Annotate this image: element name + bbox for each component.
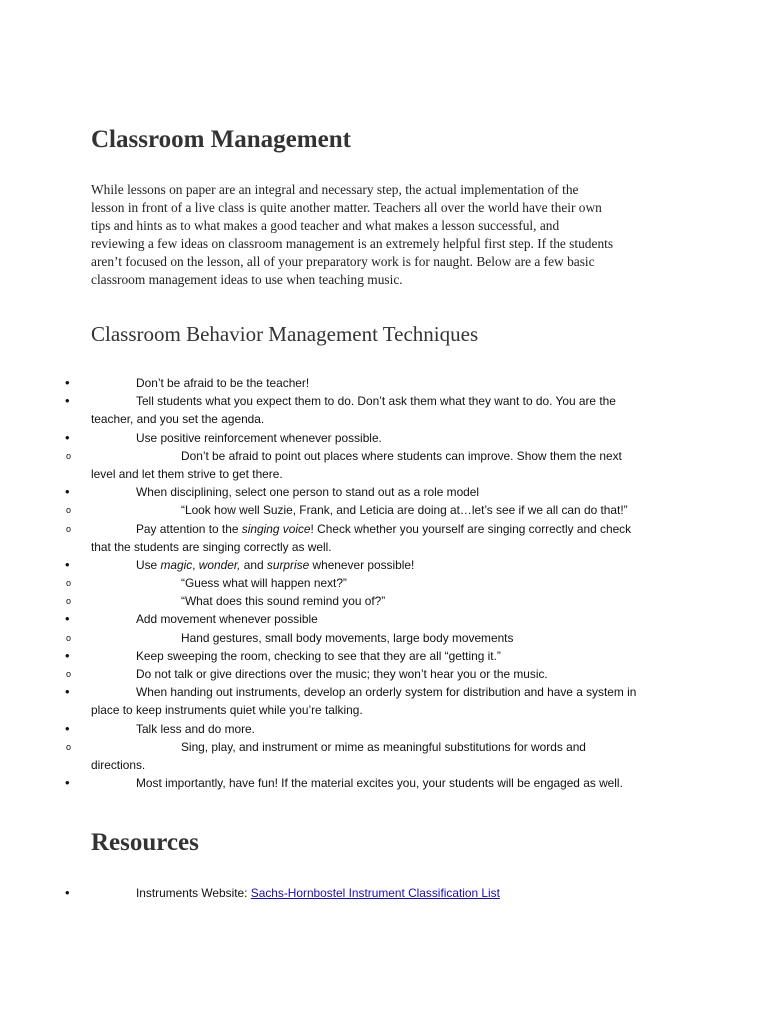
resources-list: [0, 884, 768, 902]
list-item-continuation: [0, 465, 768, 483]
intro-line: classroom management ideas to use when teaching music.: [91, 272, 403, 288]
list-item-text: place to keep instruments quiet while you’re talking.: [91, 703, 363, 718]
list-item: [0, 556, 768, 574]
sub-list-item-text: directions.: [91, 757, 146, 772]
circle-marker: o: [66, 578, 72, 589]
text-run: ! Check whether you yourself are singing correctly and check: [310, 521, 632, 536]
text-run: ,: [192, 557, 199, 572]
emphasis-text: singing voice: [241, 521, 311, 536]
techniques-list: [0, 374, 768, 792]
sub-list-item-text: “Look how well Suzie, Frank, and Leticia are doing at…let’s see if we all can do that!”: [181, 503, 628, 518]
intro-line: aren’t focused on the lesson, all of your preparatory work is for naught. Below are a few basic: [91, 254, 595, 270]
sub-list-item-text: “What does this sound remind you of?”: [181, 594, 386, 609]
list-item-text: Don’t be afraid to be the teacher!: [136, 376, 310, 390]
list-item: [0, 720, 768, 738]
bullet-marker: •: [65, 393, 70, 409]
sub-list-item-text: “Guess what will happen next?”: [181, 576, 347, 591]
bullet-marker: •: [65, 684, 70, 700]
intro-line: reviewing a few ideas on classroom management is an extremely helpful first step. If the students: [91, 236, 614, 252]
emphasis-text: surprise: [266, 557, 310, 572]
list-item-text: [136, 520, 631, 538]
text-run: whenever possible!: [309, 557, 415, 572]
circle-marker: o: [66, 596, 72, 607]
bullet-marker: •: [65, 484, 70, 500]
sub-list-item-text: Hand gestures, small body movements, large body movements: [181, 630, 514, 645]
list-item-text: Talk less and do more.: [136, 721, 255, 736]
list-item: [0, 665, 768, 683]
intro-line: tips and hints as to what makes a good teacher and what makes a lesson successful, and: [91, 218, 560, 234]
sub-list-item: [0, 738, 768, 756]
text-run: Use: [136, 557, 161, 572]
text-run: Pay attention to the: [136, 521, 242, 536]
circle-marker: o: [66, 505, 72, 516]
list-item-text: Add movement whenever possible: [136, 612, 318, 627]
sub-list-item: [0, 629, 768, 647]
list-item-text: Use positive reinforcement whenever possible.: [136, 430, 382, 445]
list-item-text: Keep sweeping the room, checking to see that they are all “getting it.”: [136, 648, 501, 663]
sub-list-item: [0, 592, 768, 610]
list-item: [0, 884, 768, 902]
sub-list-item-text: Sing, play, and instrument or mime as meaningful substitutions for words and: [181, 739, 586, 754]
instrument-classification-link[interactable]: Sachs-Hornbostel Instrument Classification List: [250, 886, 500, 900]
circle-marker: o: [66, 669, 72, 679]
list-item-continuation: [0, 756, 768, 774]
sub-list-item: [0, 447, 768, 465]
bullet-marker: •: [65, 611, 70, 627]
circle-marker: o: [66, 450, 72, 461]
bullet-marker: •: [65, 429, 70, 445]
text-run: and: [240, 557, 267, 572]
list-item: [0, 429, 768, 447]
list-item: [0, 483, 768, 501]
list-item-continuation: [0, 410, 768, 428]
intro-line: While lessons on paper are an integral and necessary step, the actual implementation of the: [91, 182, 579, 197]
bullet-marker: •: [65, 720, 70, 736]
list-item: [0, 520, 768, 538]
intro-line: lesson in front of a live class is quite another matter. Teachers all over the world have their own: [91, 200, 602, 216]
bullet-marker: •: [65, 885, 70, 900]
list-item-text: When handing out instruments, develop an orderly system for distribution and have a system in: [136, 685, 637, 700]
sub-list-item-text: Don’t be afraid to point out places where students can improve. Show them the next: [181, 448, 622, 463]
list-item: [0, 683, 768, 701]
list-item: [0, 610, 768, 628]
section-heading-techniques: Classroom Behavior Management Techniques: [91, 322, 479, 346]
sub-list-item: [0, 574, 768, 592]
list-item: [0, 374, 768, 392]
page-title: Classroom Management: [91, 126, 351, 153]
circle-marker: o: [66, 741, 72, 752]
list-item: [0, 392, 768, 410]
section-heading-resources: Resources: [91, 829, 199, 856]
sub-list-item-text: level and let them strive to get there.: [91, 466, 283, 481]
emphasis-text: magic: [160, 557, 193, 572]
bullet-marker: •: [65, 647, 70, 663]
list-item-text: Do not talk or give directions over the music; they won’t hear you or the music.: [136, 667, 548, 681]
list-item-text: teacher, and you set the agenda.: [91, 412, 265, 427]
bullet-marker: •: [65, 375, 70, 390]
circle-marker: o: [66, 632, 72, 643]
list-item-text: [136, 556, 414, 574]
list-item-text: [136, 884, 500, 902]
list-item: [0, 774, 768, 792]
list-item-continuation: [0, 538, 768, 556]
list-item-text: that the students are singing correctly as well.: [91, 539, 332, 554]
resource-label: Instruments Website:: [136, 886, 251, 900]
list-item-text: When disciplining, select one person to stand out as a role model: [136, 485, 480, 500]
list-item: [0, 647, 768, 665]
sub-list-item: [0, 501, 768, 519]
intro-paragraph: [91, 181, 691, 290]
circle-marker: o: [66, 523, 72, 534]
list-item-continuation: [0, 701, 768, 719]
emphasis-text: wonder,: [198, 557, 241, 572]
bullet-marker: •: [65, 775, 70, 791]
list-item-text: Tell students what you expect them to do. Don’t ask them what they want to do. You are the: [136, 394, 616, 409]
bullet-marker: •: [65, 556, 70, 572]
list-item-text: Most importantly, have fun! If the material excites you, your students will be engaged as well.: [136, 776, 623, 791]
